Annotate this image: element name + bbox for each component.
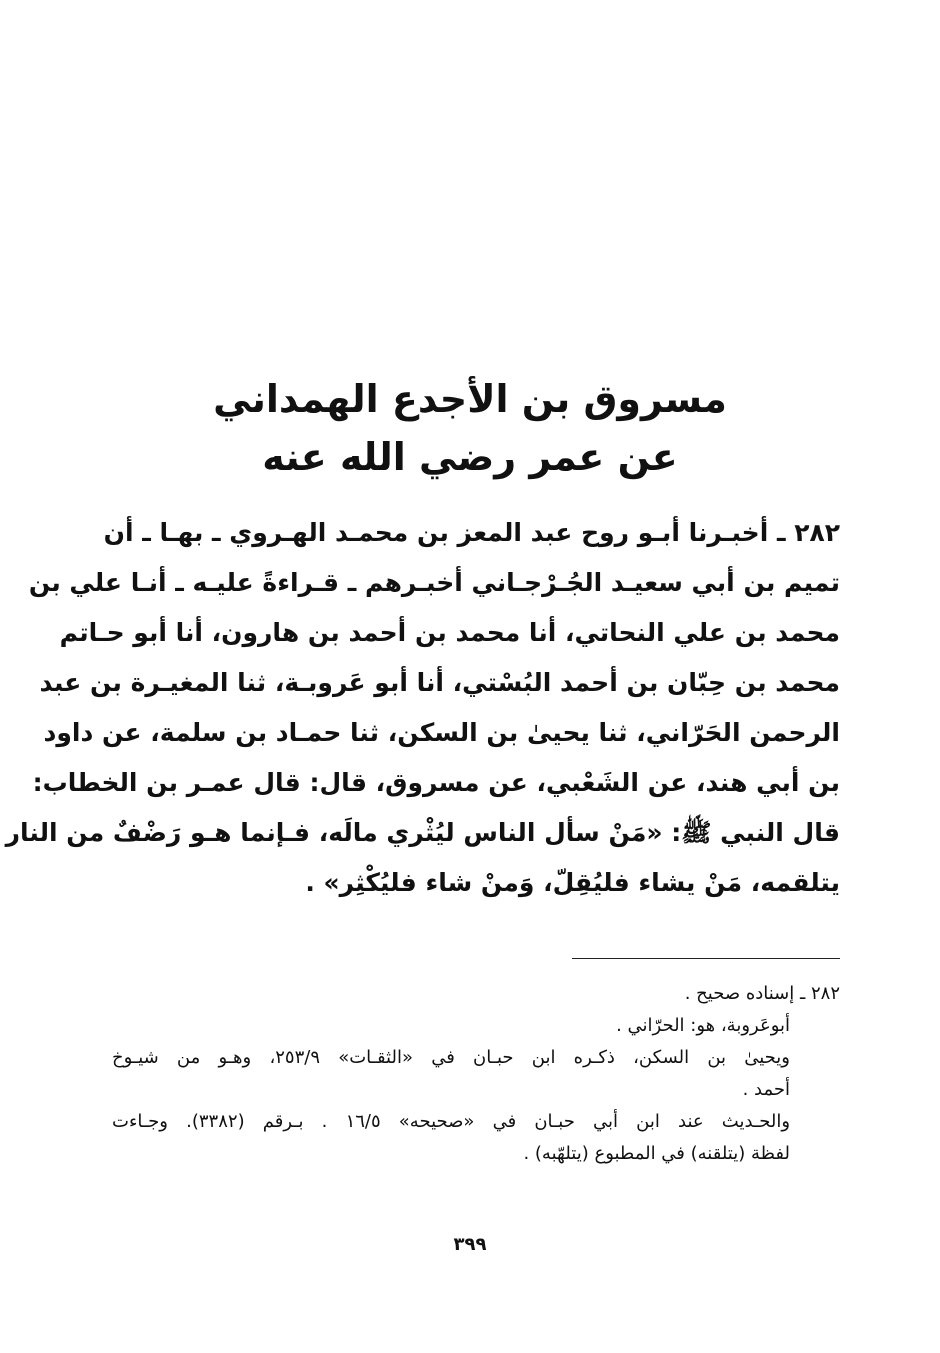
hadith-body-text	[5, 508, 840, 908]
page-number: ٣٩٩	[453, 1234, 487, 1255]
body-line: الرحمن الحَرّاني، ثنا يحيىٰ بن السكن، ثنا حمـاد بن سلمة، عن داود	[43, 718, 840, 747]
body-line: محمد بن علي النحاتي، أنا محمد بن أحمد بن هارون، أنا أبو حـاتم	[59, 618, 840, 647]
chapter-title-line-2: عن عمر رضي الله عنه	[262, 435, 678, 479]
footnote-line: والحـديث عند ابن أبي حبـان في «صحيحه» ١٦/٥ . بـرقم (٣٣٨٢). وجـاءت	[112, 1111, 791, 1132]
body-line: يتلقمه، مَنْ يشاء فليُقِلّ، وَمنْ شاء فليُكْثِر» .	[305, 868, 840, 897]
footnote-line: ٢٨٢ ـ إسناده صحيح .	[684, 983, 840, 1004]
footnotes-section	[112, 978, 840, 1170]
footnote-divider	[572, 958, 840, 959]
body-line: ٢٨٢ ـ أخبـرنا أبـو روح عبد المعز بن محمـد الهـروي ـ بهـا ـ أن	[103, 518, 840, 547]
chapter-title	[120, 370, 820, 486]
body-line: قال النبي ﷺ: «مَنْ سأل الناس ليُثْري مالَه، فـإنما هـو رَضْفٌ من النار	[5, 818, 840, 847]
body-line: بن أبي هند، عن الشَعْبي، عن مسروق، قال: قال عمـر بن الخطاب:	[32, 768, 840, 797]
chapter-title-line-1: مسروق بن الأجدع الهمداني	[213, 377, 727, 421]
body-line: محمد بن حِبّان بن أحمد البُسْتي، أنا أبو عَروبـة، ثنا المغيـرة بن عبد	[39, 668, 840, 697]
footnote-line: أبوعَروبة، هو: الحرّاني .	[616, 1015, 790, 1036]
footnote-line: لفظة (يتلقنه) في المطبوع (يتلهّبه) .	[523, 1143, 790, 1164]
body-line: تميم بن أبي سعيـد الجُـرْجـاني أخبـرهم ـ قـراءةً عليـه ـ أنـا علي بن	[28, 568, 840, 597]
footnote-line: ويحيىٰ بن السكن، ذكـره ابن حبـان في «الثقـات» ٢٥٣/٩، وهـو من شيـوخ	[112, 1047, 790, 1068]
footnote-line: أحمد .	[742, 1079, 790, 1100]
